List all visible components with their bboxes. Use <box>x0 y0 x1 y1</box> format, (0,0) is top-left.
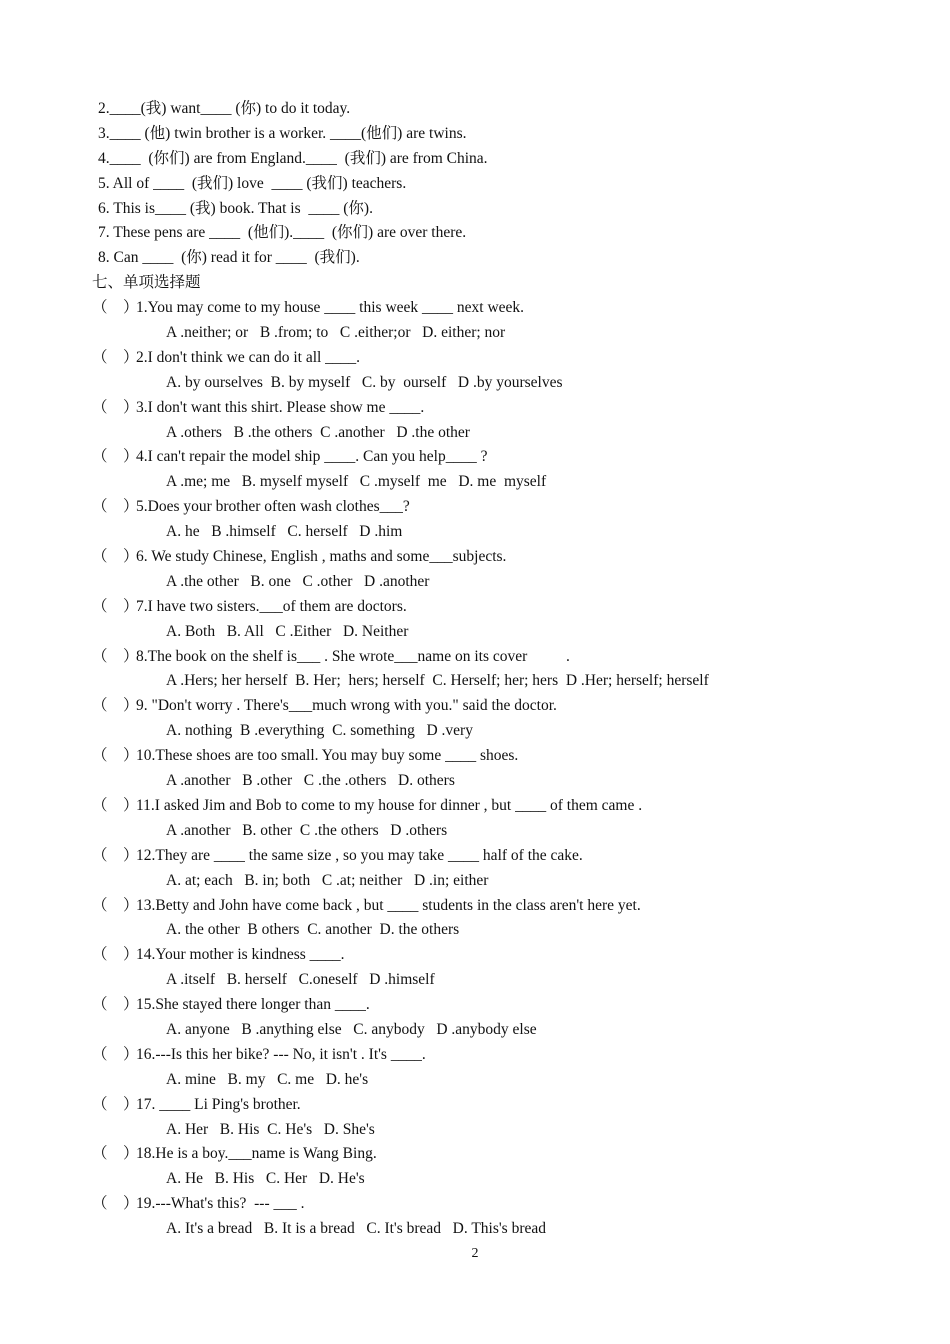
question-item <box>92 445 872 470</box>
answer-bracket: （ ） <box>92 448 139 466</box>
question-item <box>92 296 872 321</box>
answer-bracket: （ ） <box>92 697 139 715</box>
question-options: A. by ourselves B. by myself C. by ourself D .by yourselves <box>166 373 563 391</box>
question-item <box>92 1093 872 1118</box>
answer-bracket: （ ） <box>92 1045 139 1063</box>
question-item <box>92 894 872 919</box>
question-text: 16.---Is this her bike? --- No, it isn't . It's ____. <box>136 1045 426 1063</box>
question-item <box>92 694 872 719</box>
question-options: A. anyone B .anything else C. anybody D .anybody else <box>166 1020 537 1038</box>
question-text: 8.The book on the shelf is___ . She wrote___name on its cover . <box>136 647 570 665</box>
question-text: 7.I have two sisters.___of them are doctors. <box>136 597 407 615</box>
question-text: 6. We study Chinese, English , maths and some___subjects. <box>136 548 507 566</box>
question-text: 17. ____ Li Ping's brother. <box>136 1095 301 1113</box>
question-options: A. mine B. my C. me D. he's <box>166 1070 369 1088</box>
answer-bracket: （ ） <box>92 498 139 516</box>
question-item <box>92 495 872 520</box>
question-options: A .another B. other C .the others D .others <box>166 821 448 839</box>
question-item <box>92 943 872 968</box>
answer-bracket: （ ） <box>92 946 139 964</box>
answer-bracket: （ ） <box>92 1095 139 1113</box>
question-options: A. Both B. All C .Either D. Neither <box>166 622 409 640</box>
question-options: A .the other B. one C .other D .another <box>166 572 430 590</box>
answer-bracket: （ ） <box>92 647 139 665</box>
question-options: A .neither; or B .from; to C .either;or D. either; nor <box>166 324 506 342</box>
answer-bracket: （ ） <box>92 398 139 416</box>
fill-in-item: 8. Can ____ (你) read it for ____ (我们). <box>98 249 360 267</box>
section-title: 七、单项选择题 <box>92 274 201 292</box>
question-item <box>92 1142 872 1167</box>
question-options: A. the other B others C. another D. the others <box>166 921 460 939</box>
question-text: 13.Betty and John have come back , but ____ students in the class aren't here yet. <box>136 896 641 914</box>
answer-bracket: （ ） <box>92 597 139 615</box>
question-item <box>92 346 872 371</box>
question-item <box>92 1192 872 1217</box>
question-text: 2.I don't think we can do it all ____. <box>136 348 361 366</box>
question-options: A. he B .himself C. herself D .him <box>166 523 403 541</box>
question-text: 19.---What's this? --- ___ . <box>136 1195 305 1213</box>
question-text: 15.She stayed there longer than ____. <box>136 996 370 1014</box>
question-item <box>92 744 872 769</box>
answer-bracket: （ ） <box>92 348 139 366</box>
question-text: 9. "Don't worry . There's___much wrong with you." said the doctor. <box>136 697 557 715</box>
question-item <box>92 396 872 421</box>
question-text: 5.Does your brother often wash clothes___? <box>136 498 410 516</box>
fill-in-item: 6. This is____ (我) book. That is ____ (你). <box>98 199 373 217</box>
answer-bracket: （ ） <box>92 846 139 864</box>
page-number: 2 <box>471 1246 479 1261</box>
answer-bracket: （ ） <box>92 1195 139 1213</box>
fill-in-item: 4.____ (你们) are from England.____ (我们) are from China. <box>98 149 488 167</box>
question-item <box>92 993 872 1018</box>
answer-bracket: （ ） <box>92 548 139 566</box>
question-options: A. It's a bread B. It is a bread C. It's bread D. This's bread <box>166 1220 546 1238</box>
question-options: A. He B. His C. Her D. He's <box>166 1170 365 1188</box>
page-content <box>92 97 872 1242</box>
question-options: A .another B .other C .the .others D. others <box>166 772 455 790</box>
question-options: A. nothing B .everything C. something D .very <box>166 722 473 740</box>
question-item <box>92 794 872 819</box>
question-options: A .others B .the others C .another D .the other <box>166 423 470 441</box>
question-item <box>92 645 872 670</box>
question-text: 18.He is a boy.___name is Wang Bing. <box>136 1145 377 1163</box>
fill-in-item: 2.____(我) want____ (你) to do it today. <box>98 100 351 117</box>
question-item <box>92 844 872 869</box>
question-options: A .itself B. herself C.oneself D .himself <box>166 971 435 989</box>
fill-in-item: 3.____ (他) twin brother is a worker. ____(他们) are twins. <box>98 124 467 142</box>
question-options: A. at; each B. in; both C .at; neither D .in; either <box>166 871 489 889</box>
question-text: 14.Your mother is kindness ____. <box>136 946 345 964</box>
question-item <box>92 545 872 570</box>
answer-bracket: （ ） <box>92 996 139 1014</box>
question-text: 10.These shoes are too small. You may buy some ____ shoes. <box>136 747 519 765</box>
question-list <box>92 296 872 1242</box>
question-options: A. Her B. His C. He's D. She's <box>166 1120 375 1138</box>
answer-bracket: （ ） <box>92 747 139 765</box>
fill-in-list <box>92 97 872 271</box>
fill-in-item: 5. All of ____ (我们) love ____ (我们) teachers. <box>98 174 407 192</box>
answer-bracket: （ ） <box>92 299 139 317</box>
question-text: 11.I asked Jim and Bob to come to my house for dinner , but ____ of them came . <box>136 796 643 814</box>
question-item <box>92 595 872 620</box>
answer-bracket: （ ） <box>92 1145 139 1163</box>
answer-bracket: （ ） <box>92 896 139 914</box>
answer-bracket: （ ） <box>92 796 139 814</box>
question-options: A .me; me B. myself myself C .myself me D. me myself <box>166 473 547 491</box>
question-text: 4.I can't repair the model ship ____. Can you help____ ? <box>136 448 488 466</box>
question-options: A .Hers; her herself B. Her; hers; herself C. Herself; her; hers D .Her; herself; herself <box>166 672 709 690</box>
question-text: 3.I don't want this shirt. Please show me ____. <box>136 398 425 416</box>
question-text: 1.You may come to my house ____ this week ____ next week. <box>136 299 525 317</box>
question-text: 12.They are ____ the same size , so you may take ____ half of the cake. <box>136 846 583 864</box>
fill-in-item: 7. These pens are ____ (他们).____ (你们) are over there. <box>98 224 467 242</box>
question-item <box>92 1043 872 1068</box>
